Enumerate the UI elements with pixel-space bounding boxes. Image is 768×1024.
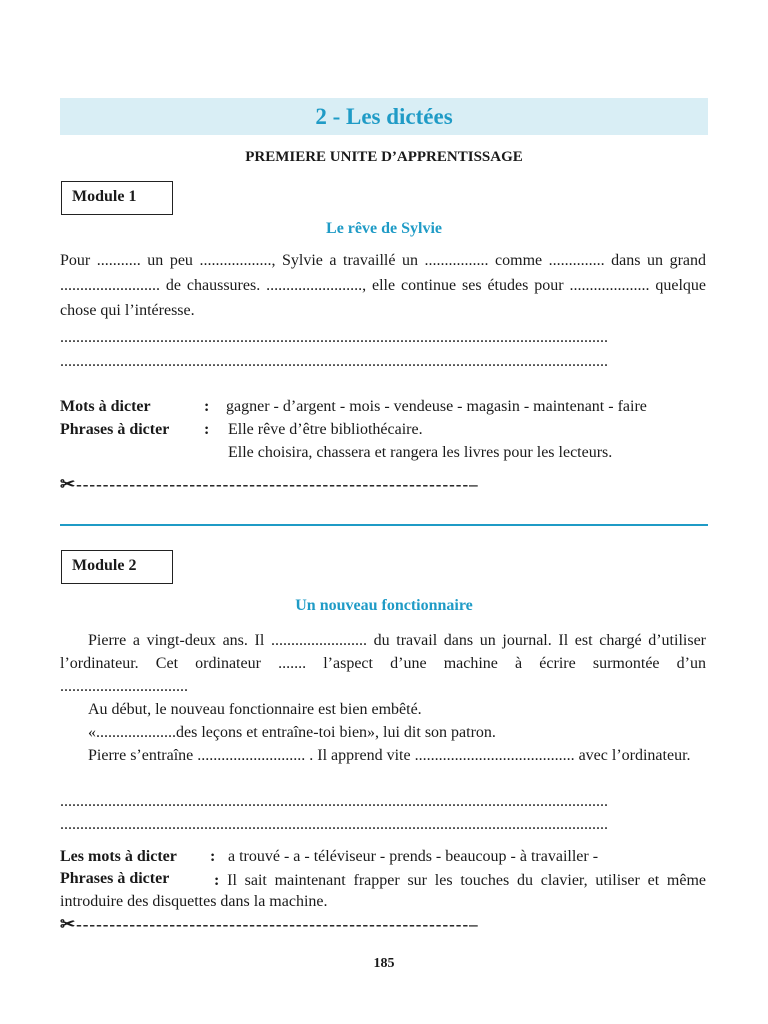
module-1-blank-line-2: ......................................................................................................................................... <box>60 353 608 370</box>
module-2-blank-line-2: ......................................................................................................................................... <box>60 816 608 833</box>
module-1-phrases-label: Phrases à dicter <box>60 421 170 438</box>
module-1-label: Module 1 <box>61 181 173 215</box>
page-number: 185 <box>373 956 395 971</box>
module-2-mots-label: Les mots à dicter <box>60 848 177 865</box>
title-band <box>60 98 708 135</box>
module-2-phrases-value: Il sait maintenant frapper sur les touches du clavier, utiliser et même introduire des disquettes dans la machine. <box>60 872 707 910</box>
module-2-story-title: Un nouveau fonctionnaire <box>295 597 473 614</box>
module-2-phrases-label: Phrases à dicter <box>60 870 170 887</box>
module-1-mots-label: Mots à dicter <box>60 398 151 415</box>
module-2-paragraph-2: Au début, le nouveau fonctionnaire est bien embêté. <box>88 701 422 718</box>
module-1-phrases-colon: : <box>204 421 210 438</box>
module-2-cut-line <box>60 914 710 935</box>
module-1-phrases-line-1: Elle rêve d’être bibliothécaire. <box>228 421 423 438</box>
module-2-dashes: -----------------------------------------------------------– <box>76 915 479 934</box>
module-2-paragraph-1: Pierre a vingt-deux ans. Il ........................ du travail dans un journal. Il est chargé d’utiliser l’ordinateur. Cet ordinateur ....... l’aspect d’une machine à écrire surmontée d’un ................................ <box>60 632 706 695</box>
unit-heading: PREMIERE UNITE D’APPRENTISSAGE <box>245 149 523 165</box>
section-divider <box>60 524 708 526</box>
module-1-mots-colon: : <box>204 398 210 415</box>
module-2-label: Module 2 <box>61 550 173 584</box>
module-1-dashes: -----------------------------------------------------------– <box>76 475 479 494</box>
module-2-paragraph-3: «....................des leçons et entraîne-toi bien», lui dit son patron. <box>88 724 496 741</box>
page-title: 2 - Les dictées <box>315 103 453 129</box>
scissors-icon: ✂ <box>60 474 77 494</box>
scissors-icon: ✂ <box>60 914 77 934</box>
module-2-phrases-block <box>60 870 706 912</box>
module-2-mots-value: a trouvé - a - téléviseur - prends - beaucoup - à travailler - <box>228 848 599 865</box>
module-2-blank-line-1: ......................................................................................................................................... <box>60 793 608 810</box>
module-1-paragraph: Pour ........... un peu .................., Sylvie a travaillé un ................ comme .............. dans un grand ......................... de chaussures. ........................, elle continue ses études pour .................... quelque chose qui l’intéresse. <box>60 252 706 319</box>
module-2-paragraph-4: Pierre s’entraîne ........................... . Il apprend vite ........................................ avec l’ordinateur. <box>88 747 691 764</box>
module-2-mots-colon: : <box>210 848 216 865</box>
module-1-cut-line <box>60 474 710 495</box>
module-1-mots-value: gagner - d’argent - mois - vendeuse - magasin - maintenant - faire <box>226 398 647 415</box>
module-1-story-title: Le rêve de Sylvie <box>326 220 442 237</box>
module-2-phrases-colon: : <box>214 872 220 889</box>
module-1-phrases-line-2: Elle choisira, chassera et rangera les livres pour les lecteurs. <box>228 444 613 461</box>
module-1-blank-line-1: ......................................................................................................................................... <box>60 329 608 346</box>
